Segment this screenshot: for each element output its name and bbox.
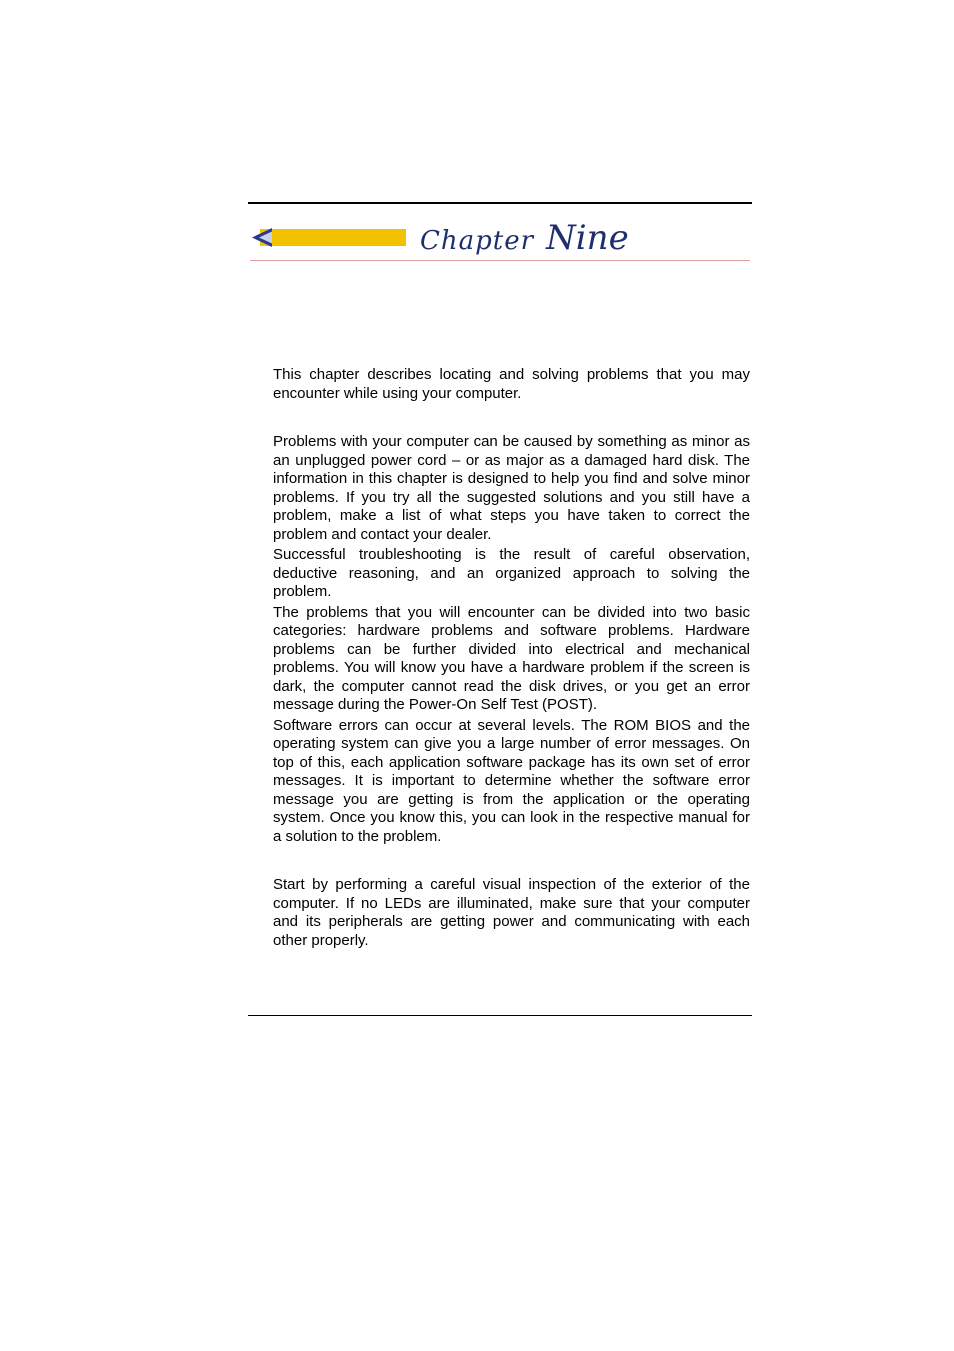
chapter-word: Chapter bbox=[420, 226, 535, 256]
paragraph: Software errors can occur at several levels. The ROM BIOS and the operating system can give you a large number of error messages. On top of this, each application software package has its own set of error messages. It is important to determine whether the software error message you are getting is from the application or the operating system. Once you know this, you can look in the respective manual for a solution to the problem. bbox=[273, 716, 750, 845]
chapter-title bbox=[420, 218, 629, 258]
chapter-number: Nine bbox=[546, 218, 629, 258]
banner-rule bbox=[250, 260, 750, 261]
paragraph: Problems with your computer can be caused by something as minor as an unplugged power cord – or as major as a damaged hard disk. The information in this chapter is designed to help you find and solve minor problems. If you try all the suggested solutions and you still have a problem, make a list of what steps you have taken to correct the problem and contact your dealer. bbox=[273, 433, 750, 543]
paragraph: The problems that you will encounter can be divided into two basic categories: hardware problems and software problems. Hardware problems can be further divided into electrical and mechanical problems. You will know you have a hardware problem if the screen is dark, the computer cannot read the disk drives, or you get an error message during the Power-On Self Test (POST). bbox=[273, 603, 750, 713]
paragraph: Successful troubleshooting is the result of careful observation, deductive reasoning, and an organized approach to solving the problem. bbox=[273, 546, 750, 600]
bottom-rule bbox=[248, 1015, 752, 1016]
chapter-body bbox=[273, 366, 750, 950]
banner-arrow-icon bbox=[250, 218, 410, 258]
chapter-banner bbox=[250, 218, 750, 262]
top-rule bbox=[248, 202, 752, 204]
intro-paragraph: This chapter describes locating and solving problems that you may encounter while using your computer. bbox=[273, 366, 750, 402]
paragraph: Start by performing a careful visual inspection of the exterior of the computer. If no LEDs are illuminated, make sure that your computer and its peripherals are getting power and communicating with each other properly. bbox=[273, 876, 750, 949]
